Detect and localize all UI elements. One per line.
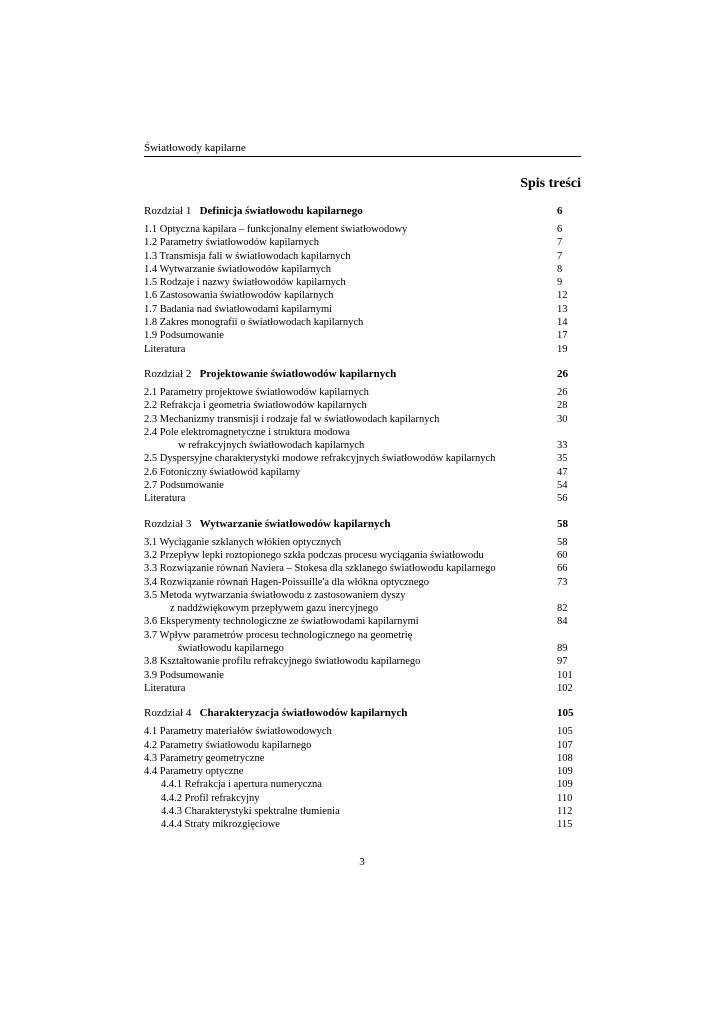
- toc-entry-page: 35: [557, 453, 568, 465]
- toc-entry-title: 3.6 Eksperymenty technologiczne ze światłowodami kapilarnymi: [144, 616, 419, 628]
- toc-entry-page: 89: [557, 643, 568, 655]
- toc-entry-title: 4.1 Parametry materiałów światłowodowych: [144, 726, 332, 738]
- toc-entry-title: w refrakcyjnych światłowodach kapilarnych: [178, 440, 365, 452]
- toc-entry-page: 82: [557, 603, 568, 615]
- toc-entry-page: 109: [557, 766, 573, 778]
- toc-entry-page: 107: [557, 739, 573, 751]
- toc-entry-title: 2.6 Fotoniczny światłowód kapilarny: [144, 466, 301, 478]
- toc-entry-title: 1.7 Badania nad światłowodami kapilarnymi: [144, 303, 333, 315]
- toc-entry-page: 6: [557, 224, 563, 235]
- toc-entry: [144, 655, 581, 668]
- chapter-title: Projektowanie światłowodów kapilarnych: [199, 367, 397, 380]
- toc-entry: [144, 615, 581, 628]
- spacer: [191, 205, 199, 217]
- toc-entry: [144, 642, 581, 655]
- toc-entry-title: 4.4.2 Profil refrakcyjny: [161, 792, 260, 804]
- toc-entry: [144, 576, 581, 589]
- toc-entry-page: 102: [557, 682, 573, 694]
- toc-entry: [144, 629, 581, 642]
- toc-entry-page: 108: [557, 752, 573, 764]
- toc-entry-page: 13: [557, 303, 568, 315]
- toc-entry-page: 60: [557, 549, 568, 561]
- toc-entry-page: 17: [557, 330, 568, 342]
- toc-entry: [144, 426, 581, 439]
- toc-entry-title: 2.2 Refrakcja i geometria światłowodów kapilarnych: [144, 400, 367, 412]
- chapter-label: Rozdział 1: [144, 205, 192, 217]
- toc-entry: [144, 343, 581, 356]
- toc-entry: [144, 329, 581, 342]
- chapter-label: Rozdział 4: [144, 707, 192, 720]
- toc-entry: [144, 536, 581, 549]
- toc-entry-title: 1.4 Wytwarzanie światłowodów kapilarnych: [144, 263, 331, 275]
- toc-entry-title: 3.5 Metoda wytwarzania światłowodu z zastosowaniem dyszy: [144, 589, 406, 601]
- toc-entry-title: 4.3 Parametry geometryczne: [144, 752, 265, 764]
- toc-entry: [144, 792, 581, 805]
- toc-entry-page: 56: [557, 493, 568, 505]
- chapter-heading: [144, 205, 581, 218]
- toc-entry: [144, 399, 581, 412]
- toc-entry: [144, 303, 581, 316]
- toc-entry-page: 66: [557, 563, 568, 575]
- spacer: [191, 518, 199, 530]
- chapter-heading-text: [144, 518, 390, 531]
- chapter-label: Rozdział 2: [144, 367, 192, 380]
- table-of-contents: [144, 205, 581, 844]
- toc-entry: [144, 805, 581, 818]
- toc-entry: [144, 276, 581, 289]
- toc-entry: [144, 669, 581, 682]
- chapter-label: Rozdział 3: [144, 517, 192, 530]
- toc-entry-page: 12: [557, 290, 568, 302]
- toc-entry-page: 84: [557, 616, 568, 628]
- toc-entry-title: Literatura: [144, 343, 186, 355]
- chapter-title: Wytwarzanie światłowodów kapilarnych: [199, 517, 391, 530]
- chapter-heading: [144, 368, 581, 381]
- toc-entry: [144, 778, 581, 791]
- toc-entry: [144, 316, 581, 329]
- toc-entry-title: 4.4.3 Charakterystyki spektralne tłumienia: [161, 805, 340, 817]
- chapter-page-number: 58: [557, 517, 568, 530]
- chapter-heading-text: [144, 205, 363, 218]
- chapter-page-number: 6: [557, 205, 563, 217]
- toc-entry-page: 28: [557, 400, 568, 412]
- chapter-heading: [144, 707, 581, 720]
- chapter-page-number: 26: [557, 367, 568, 380]
- toc-entry-page: 109: [557, 779, 573, 791]
- toc-entry: [144, 818, 581, 831]
- toc-entry-title: 4.4 Parametry optyczne: [144, 766, 244, 778]
- toc-entry-title: 3.2 Przepływ lepki roztopionego szkła podczas procesu wyciągania światłowodu: [144, 549, 484, 561]
- toc-entry-title: światłowodu kapilarnego: [178, 643, 284, 655]
- toc-entry-title: Literatura: [144, 682, 186, 694]
- toc-entry: [144, 682, 581, 695]
- toc-chapter: [144, 205, 581, 356]
- toc-entry: [144, 386, 581, 399]
- toc-entry-title: 1.9 Podsumowanie: [144, 330, 224, 342]
- toc-entry-page: 101: [557, 669, 573, 681]
- running-header: Światłowody kapilarne: [144, 142, 581, 157]
- toc-entry-title: 3.3 Rozwiązanie równań Naviera – Stokesa dla szklanego światłowodu kapilarnego: [144, 563, 496, 575]
- chapter-heading-text: [144, 368, 396, 381]
- toc-entry-page: 97: [557, 656, 568, 668]
- toc-entry-page: 58: [557, 536, 568, 548]
- toc-entry: [144, 466, 581, 479]
- toc-entry-title: 3.7 Wpływ parametrów procesu technologicznego na geometrię: [144, 629, 413, 641]
- toc-entry-title: 1.3 Transmisja fali w światłowodach kapilarnych: [144, 250, 351, 262]
- toc-entry: [144, 413, 581, 426]
- toc-entry: [144, 439, 581, 452]
- spacer: [191, 707, 199, 719]
- toc-entry-page: 19: [557, 343, 568, 355]
- toc-entry-title: 3.4 Rozwiązanie równań Hagen-Poissuille'a dla włókna optycznego: [144, 576, 430, 588]
- chapter-heading: [144, 518, 581, 531]
- chapter-title: Charakteryzacja światłowodów kapilarnych: [199, 707, 408, 720]
- toc-entry-title: 3.9 Podsumowanie: [144, 669, 224, 681]
- toc-entry: [144, 752, 581, 765]
- toc-entry-page: 7: [557, 250, 563, 262]
- toc-entry: [144, 739, 581, 752]
- toc-entry-title: 1.2 Parametry światłowodów kapilarnych: [144, 237, 319, 249]
- toc-entry: [144, 562, 581, 575]
- toc-entry-title: 4.2 Parametry światłowodu kapilarnego: [144, 739, 312, 751]
- toc-entry-page: 7: [557, 237, 563, 249]
- toc-entry: [144, 492, 581, 505]
- toc-entry: [144, 725, 581, 738]
- toc-entry-title: 4.4.4 Straty mikrozgięciowe: [161, 819, 280, 831]
- toc-chapter: [144, 368, 581, 506]
- chapter-title: Definicja światłowodu kapilarnego: [199, 205, 363, 217]
- chapter-heading-text: [144, 707, 407, 720]
- toc-entry-page: 26: [557, 386, 568, 398]
- toc-chapter: [144, 707, 581, 831]
- page-number: 3: [359, 856, 365, 868]
- toc-entry: [144, 223, 581, 236]
- toc-entry-page: 112: [557, 805, 573, 817]
- toc-entry-title: 2.3 Mechanizmy transmisji i rodzaje fal w światłowodach kapilarnych: [144, 413, 440, 425]
- toc-entry-title: 3.1 Wyciąganie szklanych włókien optycznych: [144, 536, 342, 548]
- toc-entry: [144, 250, 581, 263]
- toc-entry-title: 1.8 Zakres monografii o światłowodach kapilarnych: [144, 317, 364, 329]
- toc-entry-title: 2.7 Podsumowanie: [144, 480, 224, 492]
- toc-entry-page: 14: [557, 317, 568, 329]
- toc-entry: [144, 263, 581, 276]
- toc-entry-title: 3.8 Kształtowanie profilu refrakcyjnego światłowodu kapilarnego: [144, 656, 421, 668]
- toc-entry: [144, 452, 581, 465]
- toc-entry-page: 73: [557, 576, 568, 588]
- toc-entry-page: 105: [557, 726, 573, 738]
- toc-entry-title: 1.1 Optyczna kapilara – funkcjonalny element światłowodowy: [144, 224, 408, 235]
- toc-entry-title: 1.5 Rodzaje i nazwy światłowodów kapilarnych: [144, 277, 346, 289]
- toc-entry: [144, 602, 581, 615]
- toc-entry: [144, 289, 581, 302]
- toc-entry-page: 47: [557, 466, 568, 478]
- toc-entry: [144, 765, 581, 778]
- toc-entry-page: 8: [557, 263, 563, 275]
- toc-chapter: [144, 518, 581, 696]
- toc-entry-title: 2.4 Pole elektromagnetyczne i struktura modowa: [144, 426, 350, 438]
- toc-entry-title: z naddźwiękowym przepływem gazu inercyjnego: [170, 603, 379, 615]
- spacer: [191, 368, 199, 380]
- toc-entry-title: 2.1 Parametry projektowe światłowodów kapilarnych: [144, 386, 369, 398]
- toc-entry-page: 9: [557, 277, 563, 289]
- toc-entry: [144, 589, 581, 602]
- toc-entry-title: 1.6 Zastosowania światłowodów kapilarnych: [144, 290, 334, 302]
- toc-entry: [144, 549, 581, 562]
- toc-entry-title: 2.5 Dyspersyjne charakterystyki modowe refrakcyjnych światłowodów kapilarnych: [144, 453, 496, 465]
- toc-entry: [144, 479, 581, 492]
- toc-entry-title: 4.4.1 Refrakcja i apertura numeryczna: [161, 779, 322, 791]
- toc-entry-page: 115: [557, 819, 573, 831]
- toc-entry-page: 33: [557, 440, 568, 452]
- toc-entry-page: 30: [557, 413, 568, 425]
- toc-entry-page: 110: [557, 792, 573, 804]
- chapter-page-number: 105: [557, 707, 574, 720]
- toc-entry-page: 54: [557, 480, 568, 492]
- toc-entry: [144, 236, 581, 249]
- toc-entry-title: Literatura: [144, 493, 186, 505]
- toc-title: Spis treści: [520, 176, 581, 191]
